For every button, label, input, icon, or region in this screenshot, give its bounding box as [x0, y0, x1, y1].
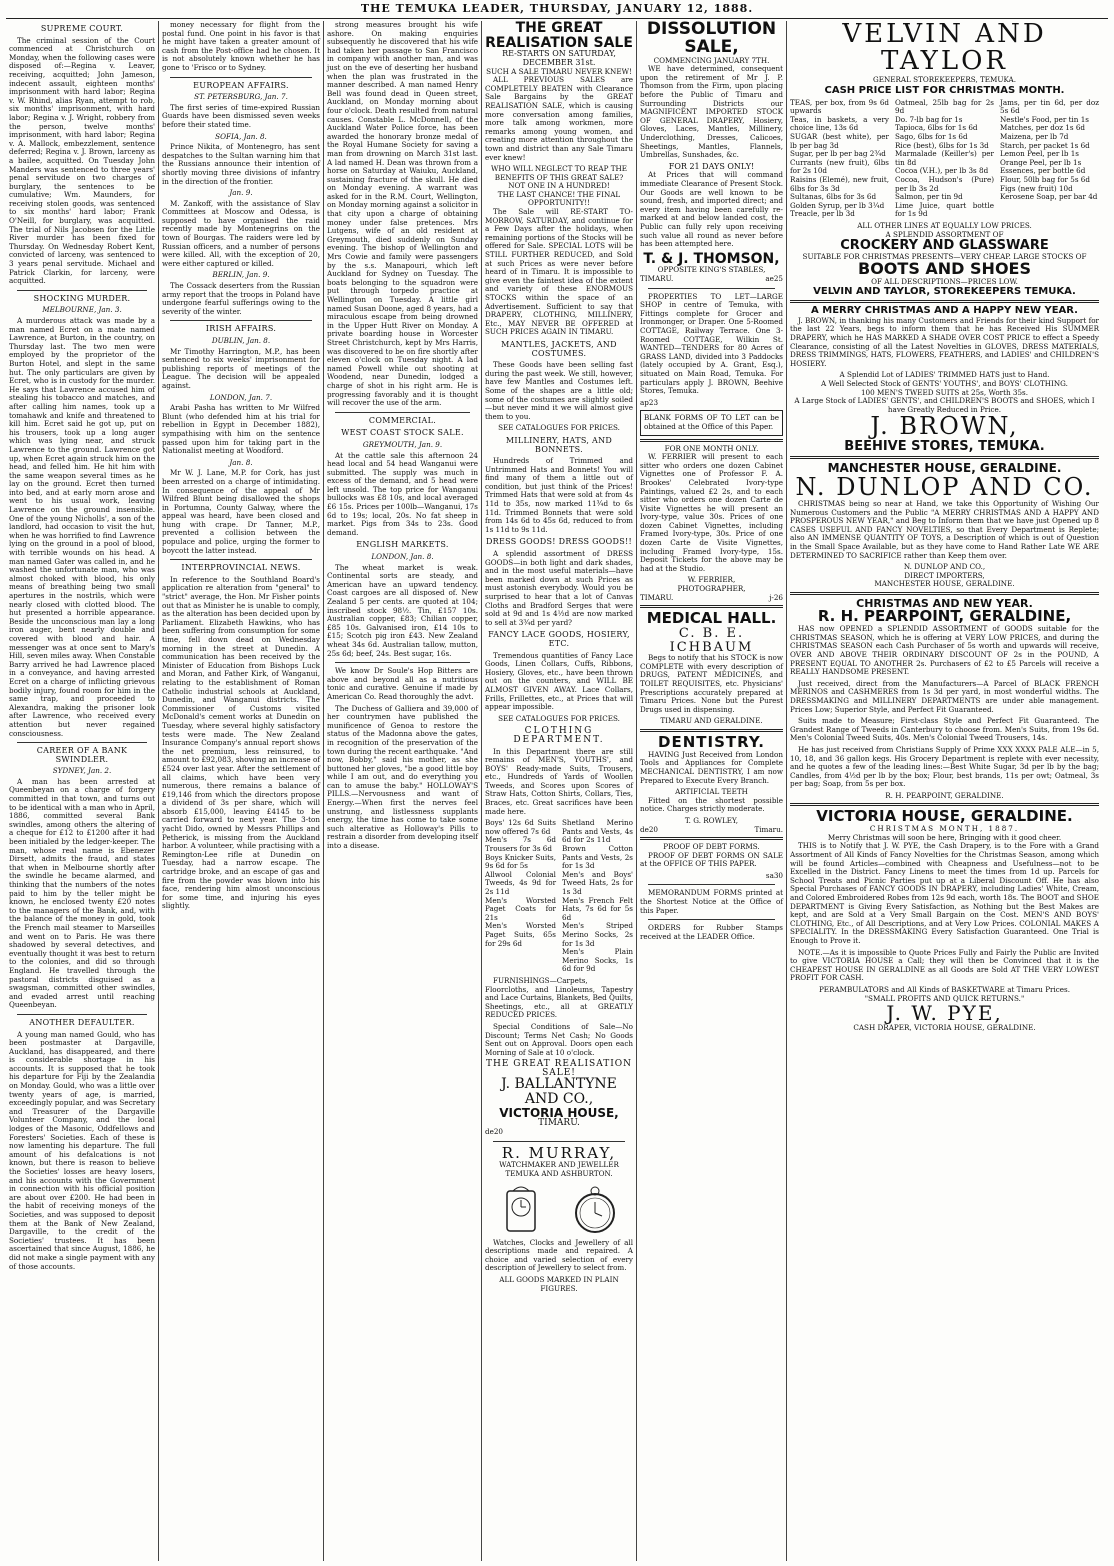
divider: [17, 1014, 147, 1015]
dress-goods-heading: DRESS GOODS! DRESS GOODS!!: [485, 537, 633, 547]
price-line: Essences, per bottle 6d: [1000, 166, 1086, 176]
price-line: SUGAR (best white), per lb per bag 3d: [790, 132, 889, 150]
dunlop-role: DIRECT IMPORTERS,: [904, 570, 985, 580]
divider: [335, 412, 470, 413]
clock-icon: [501, 1183, 541, 1235]
divider: [170, 77, 312, 78]
dentist-code: de20: [640, 824, 659, 834]
euro-dateline-3: Jan. 9.: [229, 188, 253, 198]
crockery-title: CROCKERY AND GLASSWARE: [840, 238, 1049, 254]
price-line: Matches, per doz 1s 6d: [1000, 123, 1085, 133]
murray-body: Watches, Clocks and Jewellery of all descriptions made and repaired. A choice and varied selection of every description of Jewellery to select from.: [485, 1237, 633, 1273]
thomson-code: ae25: [765, 274, 783, 284]
price-list-right: [1000, 99, 1099, 219]
velvin-footer: VELVIN AND TAYLOR, STOREKEEPERS TEMUKA.: [813, 285, 1076, 297]
blank-forms-box: [640, 410, 783, 435]
defaulter-heading: ANOTHER DEFAULTER.: [29, 1017, 135, 1027]
swindler-heading: CAREER OF A BANK SWINDLER.: [36, 746, 128, 764]
irish-body-3: Mr W. J. Lane, M.P. for Cork, has just been arrested on a charge of intimidating. In consequence of the appeal of Mr Wilfred Blunt being disallowed the shops in Portumna, County Galway, where the appeal was heard, have been closed and hung with crape. Dr Tanner, M.P., prevented a collision between the populace and police, urging the former to boycott the latter instead.: [162, 468, 320, 555]
pearpoint-title: R. H. PEARPOINT, GERALDINE,: [817, 607, 1072, 626]
ferrier-town: TIMARU.: [640, 592, 674, 602]
dentistry-title: DENTISTRY.: [658, 733, 765, 751]
murray-footer: ALL GOODS MARKED IN PLAIN FIGURES.: [499, 1274, 619, 1293]
stock-dateline: GREYMOUTH, Jan. 9.: [362, 439, 443, 449]
ferrier-signature: W. FERRIER,: [687, 575, 736, 585]
dunlop-signature: N. DUNLOP AND CO.,: [903, 562, 986, 572]
price-line: Marmalade (Keiller's) per tin 8d: [895, 149, 994, 167]
cash-price-title: CASH PRICE LIST FOR CHRISTMAS MONTH.: [824, 85, 1065, 97]
price-line: Men's 7s 6d Trousers for 3s 6d: [485, 835, 556, 854]
medical-body: Begs to notify that his STOCK is now COMPLETE with every description of DRUGS, PATENT MEDICINES, and TOILET REQUISITES, etc. Physicians' Prescriptions accurately prepared at Timaru Prices. None but the Purest Drugs used in dispensing.: [640, 653, 783, 714]
see-catalogues: SEE CATALOGUES FOR PRICES.: [498, 423, 620, 433]
euro-dateline-4: BERLIN, Jan. 9.: [212, 270, 270, 280]
price-line: Raisins (Elemé), new fruit, 6lbs for 3s 3d: [790, 175, 889, 193]
watch-illustrations: [485, 1183, 633, 1235]
lace-body: Tremendous quantities of Fancy Lace Goods, Linen Collars, Cuffs, Ribbons, Hosiery, Gloves, etc., have been thrown out on the counters, and WILL BE ALMOST GIVEN AWAY. Lace Collars, Frills, Frillettes, etc., at Prices that will appear impossible.: [485, 650, 633, 712]
brown-line-4: A Large Stock of LADIES' GENTS', and CHILDREN'S BOOTS and SHOES, which I have Greatly Reduced in Price.: [794, 396, 1095, 414]
realisation-not-one: NOT ONE IN A HUNDRED!: [508, 181, 610, 191]
pye-name: J. W. PYE,: [886, 1001, 1003, 1026]
english-dateline: LONDON, Jan. 8.: [371, 552, 434, 562]
properties-body: PROPERTIES TO LET—LARGE SHOP in centre of Temuka, with Fittings complete for Grocer and Ironmonger, or Draper. One 5-Roomed COTTAGE, Railway Terrace. One 3-Roomed COTTAGE, Wilkin St. WANTED—TENDERS for 80 Acres of GRASS LAND, divided into 3 Paddocks (lately occupied by A. Grant, Esq.), situated on Main Road, Temuka. For particulars apply J. BROWN, Beehive Stores, Temuka.: [640, 291, 783, 396]
medical-hall-title: MEDICAL HALL.: [646, 609, 777, 628]
proof-body: PROOF OF DEBT FORMS ON SALE at the OFFICE OF THIS PAPER.: [640, 850, 783, 869]
price-line: Sago, 6lbs for 1s 6d: [895, 132, 968, 142]
divider: [790, 300, 1099, 303]
realisation-body: The Sale will RE-START TO-MORROW, SATURDAY, and continue for a Few Days after the holidays, when remaining portions of the Stocks will be offered for Sale. SPECIAL LOTS will be STILL FURTHER REDUCED, and Sold at such Prices as were never before heard of in Timaru. It is impossible to give even the faintest idea of the extent and variety of these ENORMOUS STOCKS within the space of an Advertisement. Sufficient to say that DRAPERY, CLOTHING, MILLINERY, Etc., MAY NEVER BE OFFERED at SUCH PRICES AGAIN IN TIMARU.: [485, 207, 633, 337]
murder-body: A murderous attack was made by a man named Ecret on a mate named Lawrence, at Burton, in the country, on Thursday last. The two men were employed by the proprietor of the Burton Hotel, and slept in the same hut. The only particulars are given by Ecret, who is in custody for the murder. He says that Lawrence accused him of stealing his tobacco and matches, and after calling him names, took up a tomahawk and knife and threatened to kill him. Ecret said he got up, put on his trousers, took up a long auger which was lying near, and struck Lawrence to the ground. Lawrence got up, when Ecret again struck him on the head, and felled him. He hit him with the same weapon several times as he lay on the ground. Ecret then turned into bed, and at early morn arose and went to his usual work, leaving Lawrence on the ground insensible. One of the young Nicholls', a son of the landlord, had occasion to visit the hut, when he was horrified to find Lawrence lying on the ground in a pool of blood, with terrible wounds on his head. A man named Gater was called in, and he washed the unfortunate man, who was almost choked with blood, his only means of breathing being two small apertures in the nostrils, which were nearly closed with clotted blood. The hut presented a horrible appearance. Beside the unconscious man lay a long iron auger, bent nearly double and covered with blood and hair. A messenger was at once sent to Mary's Hill, seven miles away. When Constable Barry arrived he had Lawrence placed in a conveyance, and having arrested Ecret on a charge of inflicting grievous bodily injury, found room for him in the same trap, and proceeded to Alexandra, making the prisoner look after Lawrence, who received every attention but never regained consciousness.: [9, 316, 155, 738]
column-5: [636, 21, 786, 1561]
price-line: Men's French Felt Hats, 7s 6d for 5s 6d: [562, 895, 633, 922]
price-line: TEAS, per box, from 9s 6d upwards: [790, 97, 889, 116]
mantles-body: These Goods have been selling fast during the past week. We still, however, have few Mantles and Costumes left. Some of the shapes are a little old; some of the costumes are slightly soiled—but never mind it we will almost give them to you.: [485, 360, 633, 421]
pearpoint-body-3: Suits made to Measure; First-class Style and Perfect Fit Guaranteed. The Grandest Range of Tweeds in Canterbury to choose from. Men's Suits, from 19s 6d. Men's Colonial Tweed Suits, 40s. Men's Colonial Tweed Trousers, 14s.: [790, 716, 1099, 743]
millinery-body: Hundreds of Trimmed and Untrimmed Hats and Bonnets! You will find many of them a little out of condition, but just think of the Prices! Trimmed Hats that were sold at from 4s 11d to 35s, now marked 11¾d to 6s 11d. Trimmed Bonnets that were sold from 14s 6d to 45s 6d, reduced to from 1s 11d to 9s 11d.: [485, 456, 633, 534]
price-line: Boys' 12s 6d Suits now offered 7s 6d: [485, 818, 556, 836]
manchester-house: MANCHESTER HOUSE, GERALDINE.: [827, 461, 1062, 476]
thomson-town-row: [640, 275, 783, 284]
victoria-house-title: VICTORIA HOUSE, GERALDINE.: [816, 807, 1073, 826]
brown-line-1: A Splendid Lot of LADIES' TRIMMED HATS just to Hand.: [839, 370, 1050, 380]
price-list-left: [790, 99, 889, 219]
price-line: Currants (new fruit), 6lbs for 2s 10d: [790, 157, 889, 176]
ferrier-code: j-26: [769, 592, 783, 602]
defaulter-body: A young man named Gould, who has been postmaster at Dargaville, Auckland, has disappeared, and there is considerable shortage in his accounts. It is supposed that he took his departure for Fiji by the Zealandia on Monday. Gould, who was a little over twenty years of age, is married, exceedingly popular, and was Secretary and Treasurer of the Dargaville Volunteer Company, and the local lodges of the Masonic, Oddfellows and Foresters' Societies. Each of these is now lamenting his departure. The full amount of his defalcations is not known, but there is reason to believe the Societies' losses are heavy losers, and his accounts with the Government in connection with his official position are about over £200. He had been in the habit of receiving moneys of the Societies, and was supposed to deposit them at the Bank of New Zealand, Dargaville, to the credit of the Societies' trustees. It has been ascertained that since August, 1886, he did not make a single payment with any of those accounts.: [9, 1029, 155, 1271]
masthead: THE TEMUKA LEADER, THURSDAY, JANUARY 12, 1888.: [6, 2, 1108, 19]
price-line: Maizena, per lb 7d: [1000, 132, 1069, 142]
price-line: Figs (new fruit) 10d: [1000, 183, 1073, 193]
divider: [640, 837, 783, 840]
column-4: [481, 21, 636, 1561]
realisation-intro: ALL PREVIOUS SALES are COMPLETELY BEATEN with Clearance Sale Bargains by the GREAT REALISATION SALE, which is causing more conversation among families, more talk among workmen, more remarks among young women, and creating more attention throughout the town and district than any Sale Timaru ever knew!: [485, 75, 633, 162]
blank-forms-text: BLANK FORMS OF TO LET can be obtained at the Office of this Paper.: [644, 413, 779, 431]
price-line: Treacle, per lb 3d: [790, 209, 855, 219]
dissolution-title: DISSOLUTION SALE,: [646, 21, 777, 57]
price-line: Do. 7-lb bag for 1s: [895, 114, 963, 124]
pye-role: CASH DRAPER, VICTORIA HOUSE, GERALDINE.: [853, 1023, 1036, 1033]
realisation-footer: THE GREAT REALISATION SALE!: [485, 1059, 633, 1078]
ballantyne-name: J. BALLANTYNE AND CO.,: [501, 1076, 617, 1108]
murder-heading: SHOCKING MURDER.: [33, 293, 131, 303]
price-line: Cocoa (V.H.), per lb 3s 8d: [895, 166, 989, 176]
price-line: Men's and Boys' Tweed Hats, 2s for 1s 3d: [562, 869, 633, 896]
news-body: strong measures brought his wife ashore. On making enquiries subsequently he discovered that his wife had taken her passage to San Francisco in company with another man, and was just on the eve of deserting her husband when the plan was frustrated in the manner described. A man named Henry Bell was found dead in Queen street, Auckland, on Monday morning about four o'clock. Death resulted from natural causes. Constable L. McDonnell, of the Auckland Water Police force, has been awarded the honorary bronze medal of the Royal Humane Society for saving a man from drowning on March 31st last. A lad named H. Dean was thrown from a horse on Saturday at Waiuku, Auckland, sustaining fracture of the skull. He died on Monday evening. A warrant was asked for in the R.M. Court, Wellington, on Monday morning against a solicitor in that city upon a charge of obtaining money under false pretences. Mrs Lutgens, wife of an old resident at Greymouth, died suddenly on Sunday evening. The bishop of Wellington and Mrs Cowie and family were passengers by the s.s. Manapouri, which left Auckland for Sydney on Tuesday. The boats belonging to the squadron were put through torpedo practice at Wellington on Tuesday. A little girl named Susan Doone, aged 8 years, had a miraculous escape from being drowned in the Upper Hutt River on Monday. A private boarding house in Worcester Street Christchurch, kept by Mrs Harris, was discovered to be on fire shortly after eleven o'clock on Tuesday night. A lad named Powell while out shooting at Woodend, near Dunedin, lodged a charge of shot in his right arm. He is progressing favorably and it is thought will recover the use of the arm.: [327, 21, 478, 408]
price-line: Golden Syrup, per lb 3¼d: [790, 200, 885, 210]
dentist-town-row: [640, 826, 783, 835]
interprovincial-heading: INTERPROVINCIAL NEWS.: [181, 563, 301, 573]
merry-christmas-title: A MERRY CHRISTMAS AND A HAPPY NEW YEAR.: [811, 305, 1078, 317]
price-line: Cocoa, Hudson's (Pure) per lb 3s 2d: [895, 175, 994, 193]
dissolution-body-2: At Prices that will command immediate Clearance of Present Stock. Our Goods are well known to be sound, fresh, and imported direct; and every item having been carefully re-marked at and below landed cost, the Public can fully rely upon receiving such value all round as never before has been attempted here.: [640, 170, 783, 249]
timaru-label: TIMARU.: [538, 1118, 580, 1129]
ferrier-town-row: [640, 594, 783, 603]
english-markets-heading: ENGLISH MARKETS.: [356, 540, 449, 550]
clothing-prices-right: [562, 819, 633, 974]
boots-subtitle: OF ALL DESCRIPTIONS—PRICES LOW.: [871, 277, 1018, 287]
divider: [335, 662, 470, 663]
price-line: Lemon Peel, per lb 1s: [1000, 149, 1079, 159]
price-line: Men's Striped Merino Socks, 2s for 1s 3d: [562, 921, 633, 948]
dentistry-body-2: Fitted on the shortest possible notice. Charges strictly moderate.: [640, 795, 783, 814]
crockery-intro: A SPLENDID ASSORTMENT OF: [885, 229, 1004, 239]
pearpoint-body: HAS now OPENED a SPLENDID ASSORTMENT of GOODS suitable for the CHRISTMAS SEASON, which he is offering at VERY LOW PRICES, and during the CHRISTMAS SEASON each Cash Purchaser of 5s worth and upwards will receive, OVER AND ABOVE THEIR ORDINARY DISCOUNT OF 2s in the POUND, A PRESENT EQUAL TO ANOTHER 2s. Purchasers of £2 to £5 Parcels will receive a REALLY HANDSOME PRESENT.: [790, 624, 1099, 677]
brown-name: J. BROWN,: [870, 412, 1019, 441]
dress-goods-body: A splendid assortment of DRESS GOODS—in both light and dark shades, and in the most useful materials—have been marked down at such Prices as must astonish everybody. Would you be surprised to hear that a lot of Canvas Cloths and Bradford Serges that were sold at 9d and 1s 4½d are now marked to sell at 3¾d per yard?: [485, 549, 633, 627]
ad-code: de20: [485, 1127, 504, 1137]
column-3: [323, 21, 481, 1561]
proof-title: PROOF OF DEBT FORMS.: [663, 842, 760, 852]
price-line: Jams, per tin 6d, per doz 5s 6d: [1000, 97, 1099, 116]
crockery-subtitle: SUITABLE FOR CHRISTMAS PRESENTS—VERY CHEAP. LARGE STOCKS OF: [802, 251, 1087, 261]
ferrier-head: FOR ONE MONTH ONLY.: [664, 443, 759, 453]
price-line: Orange Peel, per lb 1s: [1000, 157, 1082, 167]
murray-place: TEMUKA AND ASHBURTON.: [505, 1168, 613, 1178]
victoria-body: THIS is to Notify that J. W. PYE, the Cash Drapery, is to the Fore with a Grand Assortment of All Kinds of Fancy Novelties for the Christmas Season, among which will be found Articles—combined with Cheapness and Usefulness—not to be Excelled in the District. Fancy Linens to meet the times from 1d up. Parcels for School Treats and Picnic Parties put up at a Liberal Discount Off. He has also Special Purchases of FANCY GOODS IN DRAPERY, including Ladies' White, Cream, and Colored Embroidered Robes from 12s 9d each, worth 18s. The BOOT and SHOE DEPARTMENT is Giving Every Satisfaction, as Nothing but the Best Makes are kept, and are Sold at a Very Small Bargain on the Cost. MEN'S AND BOYS' CLOTHING, Etc., of All Descriptions, and at Very Low Prices. COLONIAL MAKES A SPECIALITY. In the DRESSMAKING Every Satisfaction Guaranteed. One Trial is Enough to Prove it.: [790, 841, 1099, 945]
divider: [790, 592, 1099, 595]
price-line: Tapioca, 6lbs for 1s 6d: [895, 123, 978, 133]
dunlop-place: MANCHESTER HOUSE, GERALDINE.: [874, 579, 1015, 589]
price-line: Men's Worsted Paget Suits, 65s for 29s 6d: [485, 921, 556, 948]
ferrier-body: W. FERRIER will present to each sitter who orders one dozen Cabinet Vignettes one of Professor F. A. Brookes' Celebrated Ivory-type Paintings, valued £2 2s, and to each sitter who orders one dozen Carte de Visite Vignettes he will present an Ivory-type, value 30s. Prices of one dozen Cabinet Vignettes, including Framed Ivory-type, 30s. Price of one dozen Carte de Visite Vignettes, including Framed Ivory-type, 15s. Deposit Tickets for the above may be had at the Studio.: [640, 452, 783, 573]
murder-dateline: MELBOURNE, Jan. 3.: [42, 305, 122, 315]
price-line: Starch, per packet 1s 6d: [1000, 140, 1090, 150]
hop-bitters-notice: We know Dr Soule's Hop Bitters are above and beyond all as a nutritious tonic and curative. Genuine if made by American Co. Read thoroughly the advt.: [327, 666, 478, 701]
price-line: Brown Cotton Pants and Vests, 2s for 1s 3d: [562, 844, 633, 871]
divider: [648, 288, 775, 289]
supreme-court-heading: SUPREME COURT.: [40, 24, 124, 33]
price-line: Men's Plain Merino Socks, 1s 6d for 9d: [562, 947, 633, 974]
artificial-teeth: ARTIFICIAL TEETH: [675, 787, 748, 797]
memo-body: MEMORANDUM FORMS printed at the Shortest Notice at the Office of this Paper.: [640, 888, 783, 915]
columns: [6, 21, 1108, 1561]
realisation-sale-subtitle: RE-STARTS ON SATURDAY, DECEMBER 31st.: [502, 49, 616, 67]
irish-body-2: Arabi Pasha has written to Mr Wilfred Blunt (who defended him at his trial for rebellion in Egypt in December 1882), sympathising with him on the sentence passed upon him for taking part in the Nationalist meeting at Woodford.: [162, 403, 320, 456]
euro-dateline-1: ST. PETERSBURG, Jan. 7.: [194, 92, 288, 102]
euro-body-2: Prince Nikita, of Montenegro, has sent despatches to the Sultan warning him that the Russians announce their intention of shortly moving three divisions of infantry in the direction of the frontier.: [162, 142, 320, 186]
swindler-body: A man has been arrested at Queenbeyan on a charge of forgery committed in that town, and turns out to be identical with a man who in April, 1886, committed several Bank swindles, among others the altering of a cheque for £12 to £1200 after it had been initialed by the ledger-keeper. The man, whose real name is Ebenezer Dirsett, admits the fraud, and states that when in Melbourne shortly after the swindle he became alarmed, and thinking that the numbers of the notes paid to him by the teller might be known, he enclosed twenty £20 notes to the managers of the Bank, and, with the balance of the money in gold, took the French mail steamer to Marseilles and went on to Paris. He was there shadowed by several detectives, and eventually thought it was best to return to the colonies, and did so through England. He travelled through the pastoral districts disguised as a swagsman, committed other swindles, and evaded arrest until reaching Queenbeyan.: [9, 776, 155, 1010]
murray-trade: WATCHMAKER AND JEWELLER: [499, 1160, 619, 1170]
thomson-name: T. & J. THOMSON,: [643, 250, 780, 267]
continued-body: money necessary for flight from the postal fund. One point in his favor is that he might have taken a greater amount of cash from the Post-office had he chosen. It is not absolutely known whether he has gone to 'Frisco or to Sydney.: [162, 21, 320, 72]
misc-body: The Duchess of Galliera and 39,000 of her countrymen have published the munificence of Genoa to restore the status of the Madonna above the gates, in recognition of the preservation of the town during the recent earthquake. "And now, Bobby," said his mother, as she buttoned her gloves, "be a good little boy while I am out, and do everything you can to amuse the baby." HOLLOWAY'S PILLS.—Nervousness and want of Energy.—When first the nerves feel unstrung, and listlessness supplants energy, the time has come to take some such alterative as Holloway's Pills to restrain a disorder from developing itself into a disease.: [327, 703, 478, 851]
velvin-subtitle: GENERAL STOREKEEPERS, TEMUKA.: [872, 74, 1017, 84]
brown-body: J. BROWN, in thanking his many Customers and Friends for their kind Support for the last 22 Years, begs to inform them that he has Received His SUMMER DRAPERY, which he HAS MARKED A SHADE OVER COST PRICE to effect a Speedy Clearance, consisting of all the Latest Novelties in GLOVES, DRESS MATERIALS, DRESS TRIMMINGS, HATS, FLOWERS, FEATHERS, and LADIES' and CHILDREN'S HOSIERY.: [790, 315, 1099, 368]
victoria-house-timaru: VICTORIA HOUSE,: [499, 1105, 619, 1120]
price-line: Flour, 50lb bag for 5s 6d: [1000, 175, 1090, 185]
price-line: Teas, in baskets, a very choice line, 13s 6d: [790, 114, 889, 133]
clothing-body: In this Department there are still remains of MEN'S, YOUTHS', and BOYS' Ready-made Suits, Trousers, etc., Hundreds of Yards of Woollen Tweeds, and Scores upon Scores of Straw Hats, Cotton Shirts, Collars, Ties, Braces, etc. Great sacrifices have been made here.: [485, 746, 633, 816]
price-line: Shetland Merino Pants and Vests, 4s 6d for 2s 11d: [562, 818, 633, 845]
irish-dateline-3: Jan. 8.: [229, 457, 253, 467]
medical-footer: TIMARU AND GERALDINE.: [660, 716, 763, 726]
divider: [17, 290, 147, 291]
rubber-stamps-body: ORDERS for Rubber Stamps received at the LEADER Office.: [640, 923, 783, 941]
divider: [648, 919, 775, 920]
stock-sale-heading: WEST COAST STOCK SALE.: [341, 428, 464, 438]
commercial-heading: COMMERCIAL.: [368, 415, 437, 425]
dentist-town: Timaru.: [754, 824, 783, 834]
dissolution-body: WE have determined, consequent upon the retirement of Mr J. P. Thomson from the Firm, upon placing before the Public of Timaru and Surrounding Districts our MAGNIFICENT IMPORTED STOCK OF GENERAL DRAPERY, Hosiery, Gloves, Laces, Mantles, Millinery, Underclothing, Dresses, Calicoes, Sheetings, Mantles, Flannels, Umbrellas, Sunshades, &c.: [640, 64, 783, 160]
euro-dateline-2: SOFIA, Jan. 8.: [215, 131, 267, 141]
european-heading: EUROPEAN AFFAIRS.: [193, 80, 289, 90]
column-2: [158, 21, 323, 1561]
furnishings-body: FURNISHINGS—Carpets, Floorcloths, and Linoleums, Tapestry and Lace Curtains, Blankets, Bed Quilts, Sheetings, etc., all at GREATLY REDUCED PRICES.: [485, 975, 633, 1020]
victoria-merry: Merry Christmas will soon be here, Bringing with it good cheer.: [827, 832, 1062, 842]
column-1: [6, 21, 158, 1561]
divider: [170, 559, 312, 560]
divider: [17, 742, 147, 743]
clothing-prices-left: [485, 819, 556, 974]
mantles-heading: MANTLES, JACKETS, AND COSTUMES.: [501, 339, 617, 358]
euro-body-3: M. Zankoff, with the assistance of Slav Committees at Moscow and Odessa, is supposed to have organised the raid recently made by Montenegrins on the town of Bourgas. The raiders were led by Russian officers, and a number of persons were killed. All, with the exception of 20, were either captured or killed.: [162, 198, 320, 268]
clothing-price-table: [485, 819, 633, 974]
realisation-last-chance: THE LAST CHANCE! THE FINAL OPPORTUNITY!!: [497, 189, 621, 208]
divider: [790, 803, 1099, 806]
divider: [640, 605, 783, 608]
pearpoint-body-2: Just received, direct from the Manufacturers—A Parcel of BLACK FRENCH MERINOS and CASHMERES from 1s 3d per yard, in most wonderful widths. The DRESSMAKING and MILLINERY DEPARTMENTS are under able management. Prices Low; Superior Style, and Perfect Fit Guaranteed.: [790, 678, 1099, 714]
pearpoint-head: CHRISTMAS AND NEW YEAR.: [856, 596, 1033, 610]
irish-body-1: Mr Timothy Harrington, M.P., has been sentenced to six weeks' imprisonment for publishing reports of meetings of the League. The decision will be appealed against.: [162, 346, 320, 390]
clothing-heading: CLOTHING DEPARTMENT.: [513, 726, 605, 745]
price-line: Oatmeal, 25lb bag for 2s 9d: [895, 97, 994, 116]
price-line: Lime Juice, quart bottle for 1s 9d: [895, 200, 994, 219]
other-lines: ALL OTHER LINES AT EQUALLY LOW PRICES.: [857, 221, 1032, 230]
grocery-price-list: [790, 99, 1099, 219]
dentist-signature: T. G. ROWLEY,: [684, 815, 739, 825]
victoria-house-subtitle: CHRISTMAS MONTH, 1887.: [869, 824, 1020, 834]
divider: [640, 729, 783, 732]
dunlop-body: CHRISTMAS being so near at Hand, we take this Opportunity of Wishing Our Numerous Customers and the Public "A MERRY CHRISTMAS AND A HAPPY AND PROSPEROUS NEW YEAR," and Beg to Inform them that we have just Opened up 8 CASES USEFUL AND FANCY NOVELTIES, so that Every Department is Replete; also AN IMMENSE QUANTITY OF TOYS, a Description of which is out of Question in the Small Space Available, but as they have come to Hand Rather Late WE ARE DETERMINED TO SACRIFICE rather than Keep them over.: [790, 498, 1099, 560]
swindler-dateline: SYDNEY, Jan. 2.: [52, 766, 112, 776]
dissolution-days: FOR 21 DAYS ONLY!: [668, 161, 755, 171]
brown-line-3: 100 MEN'S TWEED SUITS at 25s, Worth 35s.: [860, 387, 1029, 397]
medical-hall-name: C. B. E. ICHBAUM: [669, 625, 754, 655]
divider: [640, 439, 783, 442]
price-line: Boys Knicker Suits, 9s 6d for 5s: [485, 852, 557, 871]
ferrier-role: PHOTOGRAPHER,: [677, 584, 746, 594]
velvin-title: VELVIN AND TAYLOR: [842, 21, 1047, 77]
pocket-watch-icon: [572, 1183, 618, 1235]
price-line: Allwool Colonial Tweeds, 4s 9d for 2s 11d: [485, 869, 556, 896]
irish-dateline-1: DUBLIN, Jan. 8.: [211, 336, 271, 345]
boots-title: BOOTS AND SHOES: [858, 259, 1031, 279]
victoria-motto: "SMALL PROFITS AND QUICK RETURNS.": [864, 993, 1025, 1003]
price-line: Sultanas, 6lbs for 3s 6d: [790, 192, 877, 202]
irish-dateline-2: LONDON, Jan. 7.: [209, 392, 273, 402]
victoria-perambulators: PERAMBULATORS and All Kinds of BASKETWARE at Timaru Prices.: [818, 984, 1071, 994]
english-body: The wheat market is weak. Continental sorts are steady, and American have an upward tendency. Coast cargoes are all disposed of. New Zealand 5 per cents. are quoted at 104; inscribed stock 98½. Tin, £157 10s. Australian copper, £83; Chilian copper, £85 10s. Galvanised iron, £14 10s to £15; Scotch pig iron £43. New Zealand wheat 34s 6d. Australian tallow, mutton, 25s 6d; beef, 24s. Best sugar, 16s.: [327, 562, 478, 658]
proof-code: sa30: [765, 870, 783, 880]
realisation-who: WHO WILL NEGLECT TO REAP THE BENEFITS OF THIS GREAT SALE?: [490, 164, 627, 182]
pearpoint-body-4: He has just received from Christians Supply of Prime XXX XXXX PALE ALE—in 5, 10, 18, and 36 gallon kegs. His Grocery Department is replete with ever necessity, and he quotes a few of the leading lines:—Best White Sugar, 3d per lb by the bag; Candles, from 4½d per lb by the box; Flour, best brands, 11s per owt; Oatmeal, 3s per bag; Soap, from 5s per box.: [790, 744, 1099, 789]
lace-heading: FANCY LACE GOODS, HOSIERY, ETC.: [488, 630, 630, 648]
euro-body-1: The first series of time-expired Russian Guards have been dismissed seven weeks before their stated time.: [162, 102, 320, 129]
divider: [790, 456, 1099, 459]
price-line: Men's Worsted Paget Coats for 21s: [485, 895, 556, 922]
interprovincial-body: In reference to the Southland Board's application re alteration from "general" to "strict" average, the Hon. Mr Fisher points out that as Minister he is unable to comply, as the alteration has been decided upon by Parliament. Elizabeth Hawkins, who has been suffering from consumption for some time, fell down dead on Wednesday morning in the street at Dunedin. A communication has been received by the Minister of Education from Bishops Luck and Moran, and Father Kirk, of Wanganui, relating to the establishment of Roman Catholic industrial schools at Auckland, Dunedin, and Wanganui districts. The Commissioner of Customs visited McDonald's cement works at Dunedin on Tuesday, where several highly satisfactory tests were made. The New Zealand Insurance Company's annual report shows the net premium, less reinsured, to amount to £92,083, showing an increase of £524 over last year. After the settlement of all claims, which have been very numerous, there remains a balance of £19,146 from which the directors propose a dividend of 3s per share, which will absorb £15,000, leaving £4145 to be carried forward to next year. The 3-ton yacht Dido, owned by Messrs Phillips and Petherick, is missing from the Auckland harbor. A volunteer, while practising with a Remington-Lee rifle at Dunedin on Tuesday, had a narrow escape. The cartridge broke, and an escape of gas and fire from the powder was blown into his face, rendering him almost unconscious for some time, and injuring his eyes slightly.: [162, 574, 321, 911]
millinery-heading: MILLINERY, HATS, AND BONNETS.: [505, 435, 613, 454]
column-6: [786, 21, 1102, 1561]
divider: [170, 320, 312, 321]
dissolution-subtitle: COMMENCING JANUARY 7TH.: [653, 55, 770, 65]
price-line: Salmon, per tin 9d: [895, 192, 963, 202]
see-catalogues-2: SEE CATALOGUES FOR PRICES.: [498, 713, 620, 723]
price-line: Kerosene Soap, per bar 4d: [1000, 192, 1098, 202]
properties-code: ap23: [640, 397, 659, 407]
euro-body-4: The Cossack deserters from the Russian army report that the troops in Poland have undergone fearful sufferings owing to the severity of the winter.: [162, 281, 320, 316]
dunlop-name: N. DUNLOP AND CO.: [795, 472, 1094, 501]
special-conditions: Special Conditions of Sale—No Discount; Terms Net Cash; No Goods Sent out on Approval. Doors open each Morning of Sale at 10 o'clock.: [485, 1021, 633, 1057]
price-line: Nestle's Food, per tin 1s: [1000, 114, 1089, 124]
pearpoint-signature: R. H. PEARPOINT, GERALDINE.: [885, 790, 1004, 800]
murray-name: R. MURRAY,: [501, 1143, 617, 1162]
divider: [493, 1141, 625, 1142]
thomson-address: OPPOSITE KING'S STABLES,: [657, 265, 766, 275]
realisation-sale-subtitle-2: SUCH A SALE TIMARU NEVER KNEW!: [486, 66, 632, 76]
stock-body: At the cattle sale this afternoon 24 head local and 54 head Wanganui were submitted. The supply was much in excess of the demand, and 5 head were left unsold. The top price for Wanganui bullocks was £8 10s, and local averaged £6 15s. Prices per 100lb—Wanganui, 17s 6d to 19s; local, 20s. No fat sheep in market. Pigs from 34s to 23s. Good demand.: [327, 450, 478, 537]
beehive-stores: BEEHIVE STORES, TEMUKA.: [844, 438, 1045, 454]
irish-heading: IRISH AFFAIRS.: [205, 324, 277, 334]
victoria-note: NOTE.—As it is impossible to Quote Prices Fully and Fairly the Public are Invited to give VICTORIA HOUSE a Call; they will then be Convinced that it is the CHEAPEST HOUSE IN GERALDINE as all Goods are Sold AT THE VERY LOWEST PROFIT FOR CASH.: [790, 947, 1099, 983]
brown-line-2: A Well Selected Stock of GENTS' YOUTHS', and BOYS' CLOTHING.: [821, 378, 1068, 388]
price-list-middle: [895, 99, 994, 219]
thomson-town: TIMARU.: [640, 274, 674, 284]
divider: [648, 884, 775, 885]
price-line: Rice (best), 6lbs for 1s 3d: [895, 140, 989, 150]
supreme-court-body: The criminal session of the Court commenced at Christchurch on Monday, when the following cases were disposed of:—Regina v. Leaver, receiving, acquitted; John Jameson, indecent assault, eighteen months' imprisonment with hard labor; Regina v. W. Rhind, alias Ryan, attempt to rob, six months' imprisonment, with hard labor; Regina v. J. Wright, robbery from the person, twelve months' imprisonment, with hard labor; Regina v. A. Mallock, embezzlement, sentence deferred; Regina v. J. Brown, larceny as a bailee, acquitted. On Tuesday John Manders was sentenced to three years' penal servitude on two charges of burglary, the sentences to be cumulative; Wm. Maunders, for receiving stolen goods, was sentenced to six months' hard labor; Frank O'Neill, for burglary, was acquitted. The trial of Nils Jacobsen for the Little River murder has been fixed for Thursday. On Wednesday Robert Kent, convicted of larceny, was sentenced to 3 years penal servitude. Michael and Patrick Clarkin, for larceny, were acquitted.: [9, 35, 155, 286]
realisation-sale-title: THE GREAT REALISATION SALE: [485, 21, 633, 51]
dentistry-body: HAVING Just Received from London Tools and Appliances for Complete MECHANICAL DENTISTRY, I am now Prepared to Execute Every Branch.: [640, 749, 783, 785]
price-line: Sugar, per lb per bag 2¾d: [790, 149, 886, 159]
